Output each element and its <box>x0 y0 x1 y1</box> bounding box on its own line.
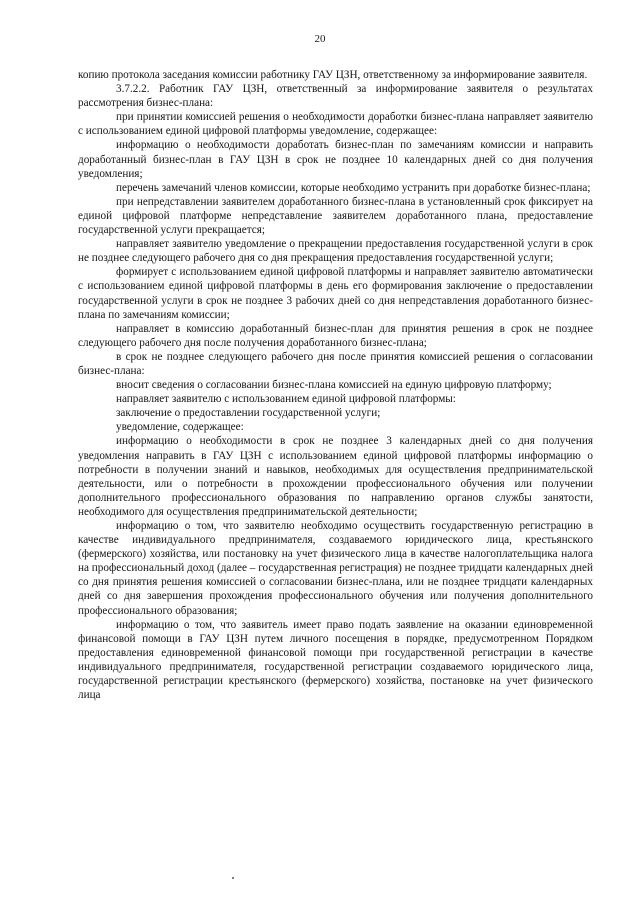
paragraph-2: 3.7.2.2. Работник ГАУ ЦЗН, ответственный за информирование заявителя о результатах рассмотрения бизнес-плана: <box>78 83 593 110</box>
paragraph-8: формирует с использованием единой цифровой платформы и направляет заявителю автоматически с использованием единой цифровой платформы в день его формирования заключение о предоставлении государственной услуги в срок не позднее 3 рабочих дней со дня непредставления доработанного бизнес-плана по замечаниям комиссии; <box>78 266 593 321</box>
paragraph-3: при принятии комиссией решения о необходимости доработки бизнес-плана направляет заявителю с использованием единой цифровой платформы уведомление, содержащее: <box>78 111 593 138</box>
paragraph-9: направляет в комиссию доработанный бизнес-план для принятия решения в срок не позднее следующего рабочего дня после получения доработанного бизнес-плана; <box>78 322 593 349</box>
paragraph-6: при непредставлении заявителем доработанного бизнес-плана в установленный срок фиксирует на единой цифровой платформе непредставление заявителем доработанного плана, предоставление государственной услуги прекращается; <box>78 195 593 237</box>
paragraph-10: в срок не позднее следующего рабочего дня после принятия комиссией решения о согласовании бизнес-плана: <box>78 350 593 377</box>
document-body <box>78 68 593 702</box>
paragraph-4: информацию о необходимости доработать бизнес-план по замечаниям комиссии и направить доработанный бизнес-план в ГАУ ЦЗН в срок не позднее 10 календарных дней со дня получения уведомления; <box>78 139 593 180</box>
paragraph-7: направляет заявителю уведомление о прекращении предоставления государственной услуги в срок не позднее следующего рабочего дня со дня прекращения предоставления государственной услуги; <box>78 238 593 265</box>
paragraph-1: копию протокола заседания комиссии работнику ГАУ ЦЗН, ответственному за информирование заявителя. <box>78 69 588 81</box>
paragraph-5: перечень замечаний членов комиссии, которые необходимо устранить при доработке бизнес-плана; <box>116 181 591 194</box>
paragraph-17: информацию о том, что заявитель имеет право подать заявление на оказании единовременной финансовой помощи в ГАУ ЦЗН путем личного посещения в порядке, предусмотренном Порядком предоставления единовременной финансовой помощи при государственной регистрации в качестве индивидуального предпринимателя, государственной регистрации создаваемого юридического лица, государственной регистрации крестьянского (фермерского) хозяйства, постановке на учет физического лица <box>78 618 593 702</box>
paragraph-11: вносит сведения о согласовании бизнес-плана комиссией на единую цифровую платформу; <box>116 379 552 392</box>
paragraph-14: уведомление, содержащее: <box>116 421 244 434</box>
paragraph-16: информацию о том, что заявителю необходимо осуществить государственную регистрацию в качестве индивидуального предпринимателя, создаваемого юридического лица, крестьянского (фермерского) хозяйства, или постановку на учет физического лица в качестве налогоплательщика налога на профессиональный доход (далее – государственная регистрация) не позднее тридцати календарных дней со дня принятия решения комиссией о согласовании бизнес-плана, или не позднее тридцати календарных дней со дня завершения прохождения профессионального обучения или получения дополнительного профессионального образования; <box>78 520 593 617</box>
paragraph-13: заключение о предоставлении государственной услуги; <box>116 407 381 420</box>
paragraph-12: направляет заявителю с использованием единой цифровой платформы: <box>116 393 456 406</box>
paragraph-15: информацию о необходимости в срок не позднее 3 календарных дней со дня получения уведомления направить в ГАУ ЦЗН с использованием единой цифровой платформы информацию о потребности в получении знаний и навыков, необходимых для осуществления предпринимательской деятельности, или о потребности в прохождении профессионального обучения или получении дополнительного профессионального образования по направлению органов службы занятости, необходимого для осуществления предпринимательской деятельности; <box>78 435 593 518</box>
scan-dot-mark <box>232 877 234 879</box>
page-number: 20 <box>314 33 326 45</box>
